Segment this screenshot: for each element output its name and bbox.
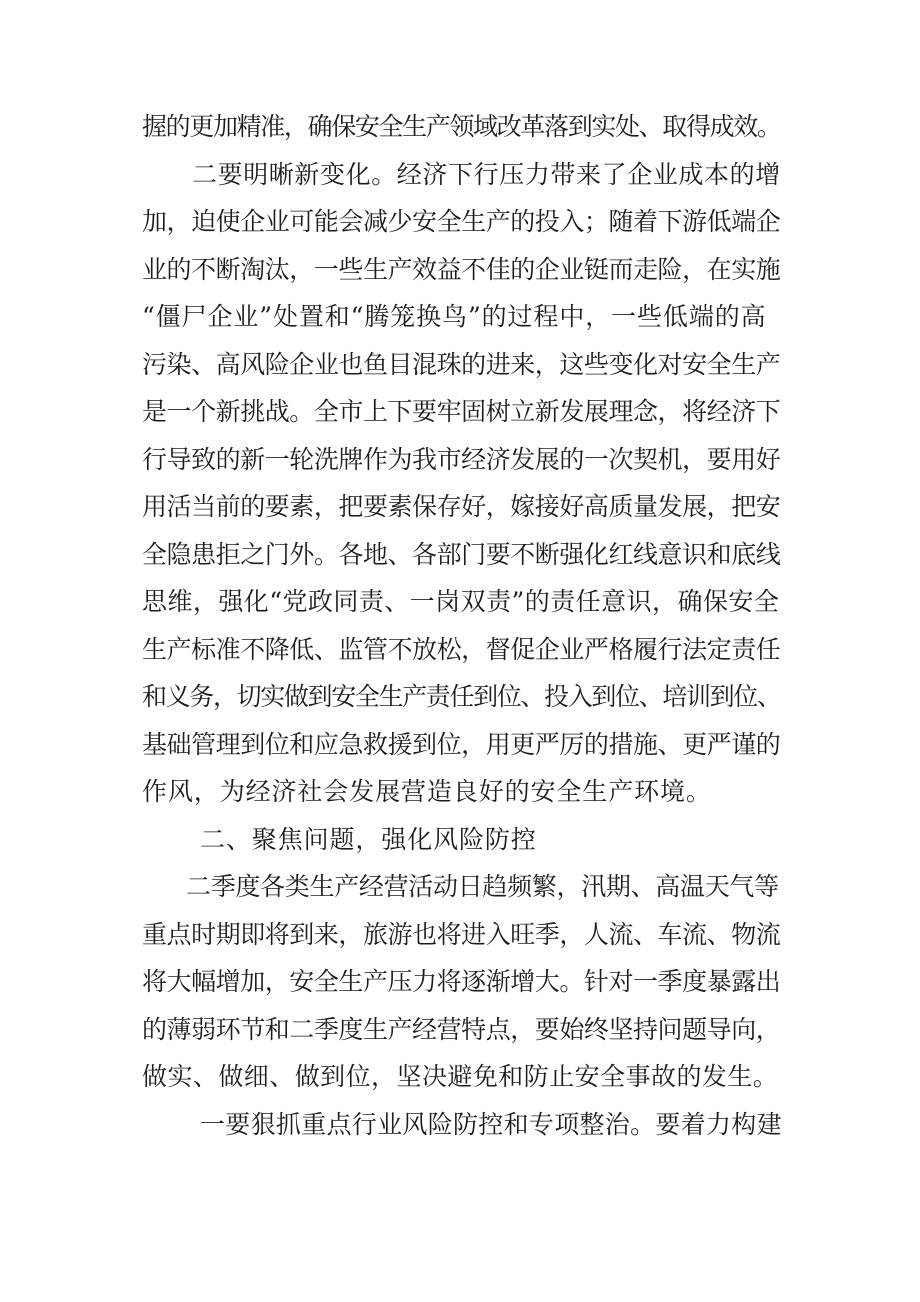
text-line: 重点时期即将到来，旅游也将进入旺季，人流、车流、物流 [142, 919, 781, 949]
paragraph-new-changes [142, 151, 782, 816]
text-line: 和义务，切实做到安全生产责任到位、投入到位、培训到位、 [142, 682, 781, 711]
text-line: 行导致的新一轮洗牌作为我市经济发展的一次契机，要用好 [142, 444, 781, 474]
section-heading-text: 二、聚焦问题，强化风险防控 [200, 824, 537, 854]
text-line: 基础管理到位和应急救援到位，用更严厉的措施、更严谨的 [142, 729, 781, 759]
text-line: “僵尸企业”处置和“腾笼换鸟”的过程中，一些低端的高 [142, 302, 767, 331]
text-line: 业的不断淘汰，一些生产效益不佳的企业铤而走险，在实施 [142, 254, 781, 284]
text-line: 污染、高风险企业也鱼目混珠的进来，这些变化对安全生产 [142, 349, 781, 379]
text-line: 生产标准不降低、监管不放松，督促企业严格履行法定责任 [142, 634, 781, 664]
text-line: 思维，强化“党政同责、一岗双责”的责任意识，确保安全 [142, 587, 780, 616]
text-line: 加，迫使企业可能会减少安全生产的投入；随着下游低端企 [142, 207, 781, 236]
text-line: 用活当前的要素，把要素保存好，嫁接好高质量发展，把安 [142, 492, 781, 521]
text-line: 做实、做细、做到位，坚决避免和防止安全事故的发生。 [142, 1062, 779, 1091]
text-line: 二要明晰新变化。经济下行压力带来了企业成本的增 [192, 159, 781, 189]
text-line: 将大幅增加，安全生产压力将逐渐增大。针对一季度暴露出 [142, 967, 781, 996]
text-line: 全隐患拒之门外。各地、各部门要不断强化红线意识和底线 [142, 539, 781, 569]
paragraph-continuation [142, 103, 782, 151]
paragraph-risk-control [142, 1101, 782, 1149]
paragraph-second-quarter [142, 863, 782, 1101]
text-line: 作风，为经济社会发展营造良好的安全生产环境。 [142, 777, 712, 806]
document-body [142, 103, 782, 1148]
text-line: 一要狠抓重点行业风险防控和专项整治。要着力构建 [200, 1109, 782, 1139]
text-line: 二季度各类生产经营活动日趋频繁，汛期、高温天气等 [186, 872, 779, 901]
text-line: 握的更加精准，确保安全生产领域改革落到实处、取得成效。 [142, 112, 781, 141]
text-line: 的薄弱环节和二季度生产经营特点，要始终坚持问题导向， [142, 1014, 781, 1044]
section-heading [142, 816, 782, 864]
text-line: 是一个新挑战。全市上下要牢固树立新发展理念，将经济下 [142, 397, 781, 426]
